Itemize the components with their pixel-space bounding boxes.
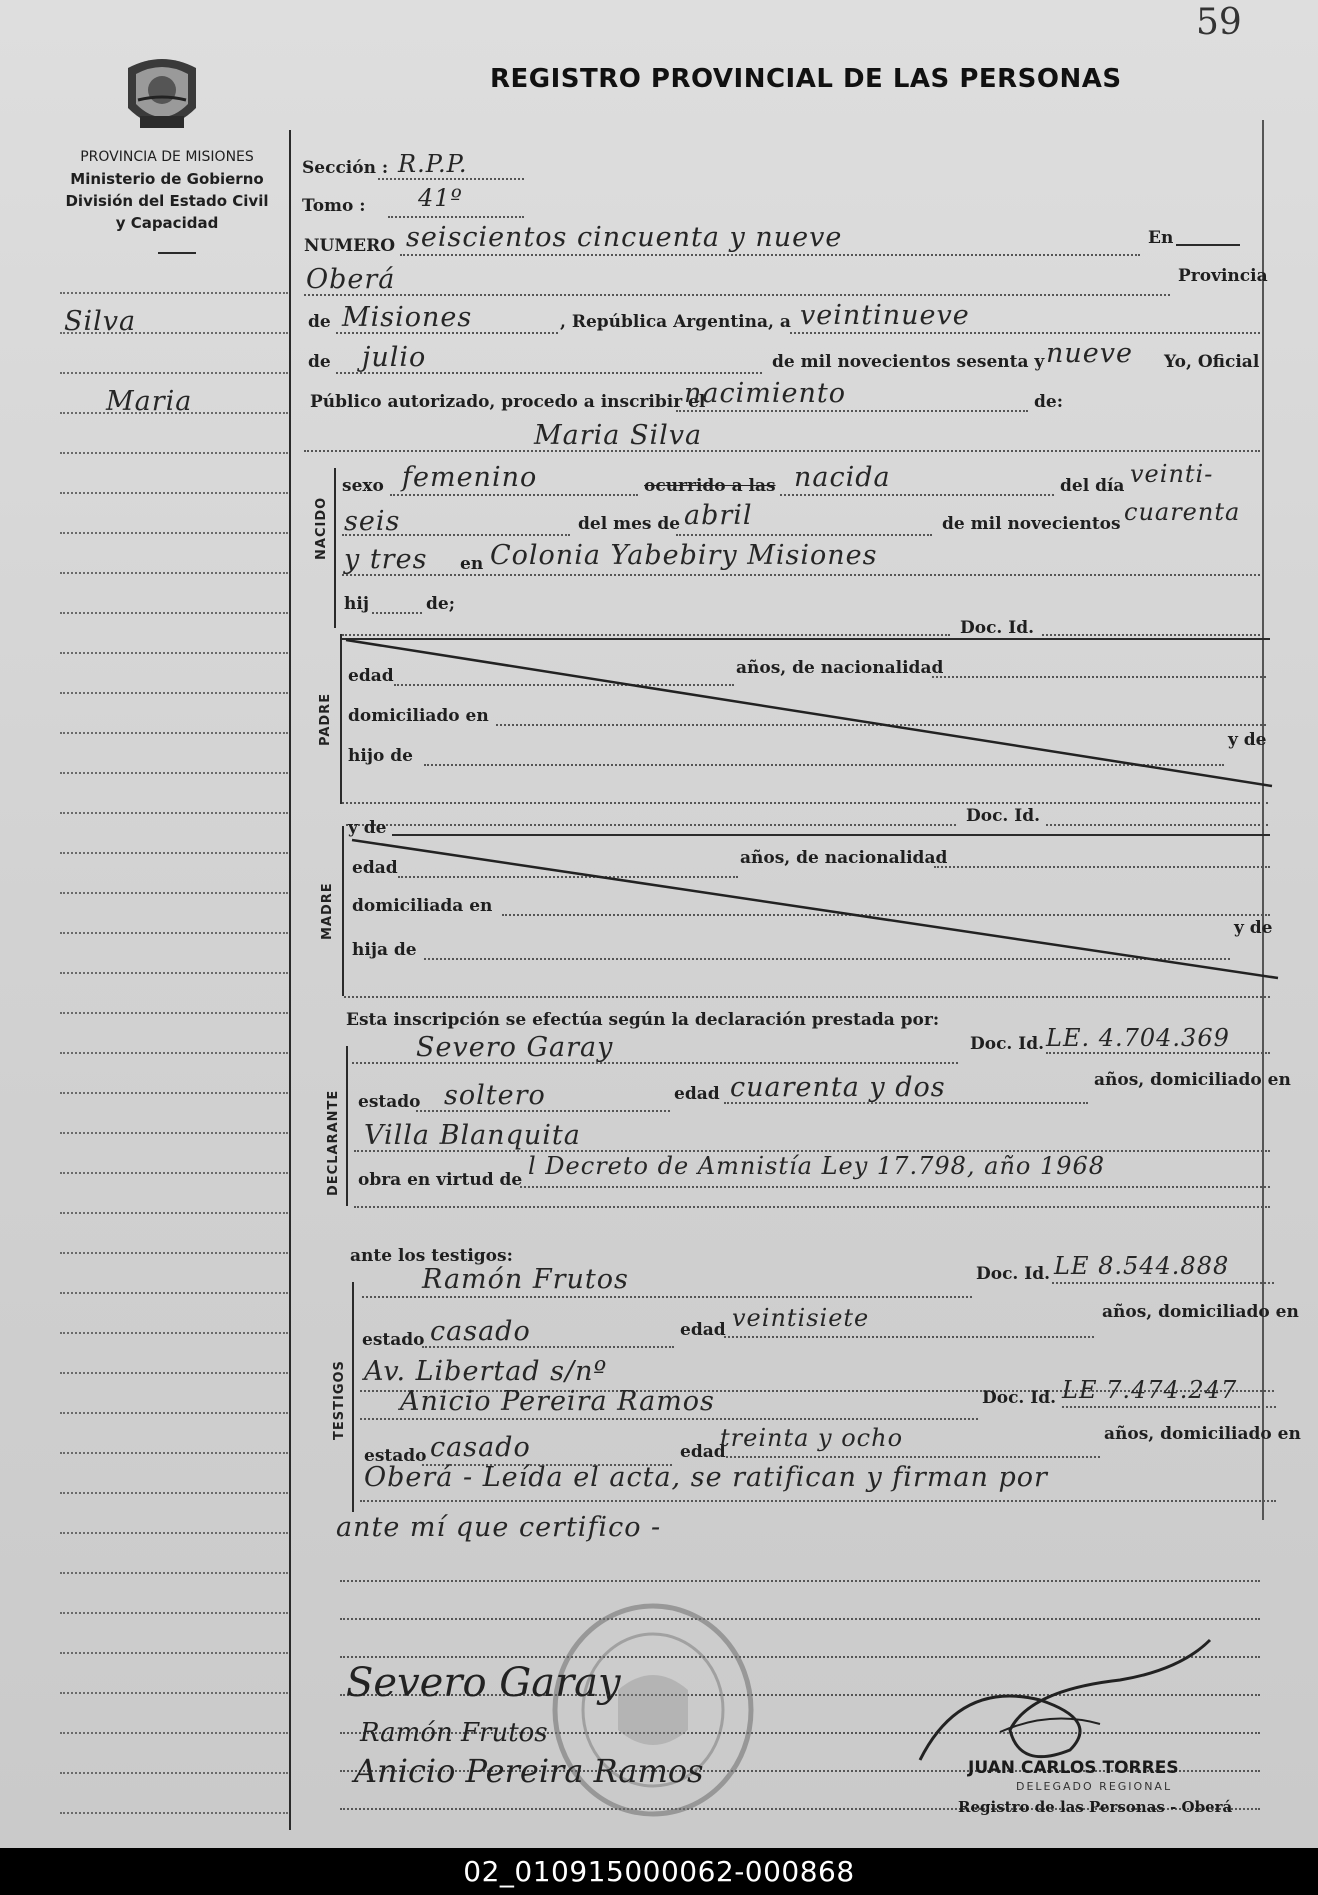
padre-doc-label: Doc. Id.	[966, 806, 1041, 826]
del-mes-label: del mes de	[578, 514, 681, 534]
en-label: En	[1148, 228, 1174, 248]
signature-witness-2: Anicio Pereira Ramos	[354, 1752, 704, 1790]
official-signature-scribble	[900, 1620, 1230, 1780]
declarante-edad-line	[724, 1102, 1088, 1104]
testigo1-name-line	[362, 1296, 972, 1298]
madre-section-label: MADRE	[320, 882, 335, 940]
official-role: DELEGADO REGIONAL	[1016, 1780, 1173, 1793]
declarante-obra-label: obra en virtud de	[358, 1170, 523, 1190]
madre-yde-label: y de	[1234, 918, 1273, 938]
signature-witness-1: Ramón Frutos	[360, 1718, 548, 1748]
declarante-estado-line	[416, 1110, 670, 1112]
page-number: 59	[1196, 2, 1242, 43]
declarante-doc-label: Doc. Id.	[970, 1034, 1045, 1054]
numero-label: NUMERO	[304, 236, 396, 256]
numero-value: seiscientos cincuenta y nueve	[406, 222, 843, 253]
nacido-en-label: en	[460, 554, 484, 574]
testigo1-edad-label: edad	[680, 1320, 726, 1340]
padre-hijo-label: hijo de	[348, 746, 413, 766]
document-title: REGISTRO PROVINCIAL DE LAS PERSONAS	[490, 64, 1122, 94]
official-name: JUAN CARLOS TORRES	[968, 1758, 1179, 1778]
margin-surname: Silva	[64, 306, 137, 337]
line3-value: y tres	[344, 544, 428, 575]
testigo2-name: Anicio Pereira Ramos	[400, 1386, 715, 1417]
declarante-domicilio-value: Villa Blanquita	[364, 1120, 581, 1151]
ocurrido-value: nacida	[794, 462, 891, 493]
seccion-value: R.P.P.	[398, 150, 468, 178]
madre-hija-label: hija de	[352, 940, 417, 960]
testigo1-edad-line	[724, 1336, 1094, 1338]
madre-yde-top-label: y de	[348, 818, 387, 838]
province-value: Misiones	[342, 302, 473, 333]
tomo-label: Tomo :	[302, 196, 366, 216]
provincia-label: Provincia	[1178, 266, 1268, 286]
sexo-label: sexo	[342, 476, 384, 496]
lower-rule	[340, 1580, 1260, 1582]
testigos-label: ante los testigos:	[350, 1246, 513, 1266]
declarante-edad-label: edad	[674, 1084, 720, 1104]
testigo1-doc-label: Doc. Id.	[976, 1264, 1051, 1284]
year-value: nueve	[1046, 338, 1133, 369]
capacity-line: y Capacidad	[115, 214, 219, 232]
madre-nacionalidad-label: años, de nacionalidad	[740, 848, 948, 868]
declarante-estado-label: estado	[358, 1092, 421, 1112]
mil-value: cuarenta	[1124, 498, 1241, 526]
day-value: veintinueve	[800, 300, 970, 331]
testigo2-doc-label: Doc. Id.	[982, 1388, 1057, 1408]
testigo2-domicilio-value: Oberá - Leída el acta, se ratifican y firman por	[364, 1462, 1048, 1493]
de2-label: de	[308, 352, 331, 372]
division-line: División del Estado Civil	[65, 192, 269, 210]
testigo1-estado-value: casado	[430, 1316, 531, 1347]
sexo-value: femenino	[402, 462, 538, 493]
testigo2-dom-line	[360, 1500, 1276, 1502]
testigo2-estado-label: estado	[364, 1446, 427, 1466]
mes-value: abril	[684, 500, 753, 531]
signature-declarante: Severo Garay	[346, 1660, 621, 1706]
testigos-section-label: TESTIGOS	[332, 1360, 347, 1440]
declarante-doc-line	[1046, 1052, 1270, 1054]
declarante-section-label: DECLARANTE	[326, 1089, 341, 1196]
testigo2-estado-value: casado	[430, 1432, 531, 1463]
file-id: 02_010915000062-000868	[463, 1855, 855, 1888]
ocurrido-label: ocurrido a las	[644, 476, 776, 496]
testigo2-doc-value: LE 7.474.247	[1062, 1376, 1238, 1404]
declarante-domicilio-label: años, domiciliado en	[1094, 1070, 1291, 1090]
month-value: julio	[362, 342, 427, 373]
republica-label: , República Argentina, a	[560, 312, 791, 332]
testigo1-edad-value: veintisiete	[732, 1304, 870, 1332]
testigo2-domicilio-label: años, domiciliado en	[1104, 1424, 1301, 1444]
del-dia-value: veinti-	[1130, 460, 1214, 488]
testigo1-domicilio-label: años, domiciliado en	[1102, 1302, 1299, 1322]
madre-edad-label: edad	[352, 858, 398, 878]
mil-label: de mil novecientos	[942, 514, 1121, 534]
province-line: PROVINCIA DE MISIONES	[80, 149, 254, 165]
year-label: de mil novecientos sesenta y	[772, 352, 1045, 372]
testigo1-estado-line	[422, 1346, 674, 1348]
file-id-bar	[0, 1848, 1318, 1895]
nacido-section-label: NACIDO	[314, 496, 329, 560]
testigo2-edad-value: treinta y ocho	[720, 1424, 904, 1452]
closing-statement: ante mí que certifico -	[336, 1512, 662, 1543]
declarante-bracket	[346, 1046, 348, 1206]
testigo1-estado-label: estado	[362, 1330, 425, 1350]
margin-given-name: Maria	[106, 386, 193, 417]
place-value: Oberá	[306, 264, 396, 295]
seccion-label: Sección :	[302, 158, 389, 178]
testigo2-doc-line	[1062, 1406, 1276, 1408]
nacido-doc-label: Doc. Id.	[960, 618, 1035, 638]
ministry-line: Ministerio de Gobierno	[70, 170, 264, 188]
declarante-doc-value: LE. 4.704.369	[1046, 1024, 1230, 1052]
testigo1-name: Ramón Frutos	[422, 1264, 629, 1295]
madre-domicilio-label: domiciliada en	[352, 896, 493, 916]
oficial-label: Yo, Oficial	[1164, 352, 1260, 372]
declarante-estado-value: soltero	[444, 1080, 546, 1111]
testigo1-doc-value: LE 8.544.888	[1054, 1252, 1230, 1280]
testigo2-name-line	[360, 1418, 978, 1420]
act-value: nacimiento	[684, 378, 846, 409]
declarante-name-line	[352, 1062, 958, 1064]
padre-yde-label: y de	[1228, 730, 1267, 750]
padre-section-label: PADRE	[318, 692, 333, 746]
testigos-bracket	[352, 1282, 354, 1512]
testigo1-domicilio-value: Av. Libertad s/nº	[364, 1356, 608, 1387]
declarante-obra-line	[520, 1186, 1270, 1188]
testigo1-doc-line	[1052, 1282, 1274, 1284]
del-dia-label: del día	[1060, 476, 1125, 496]
tomo-value: 41º	[418, 184, 463, 212]
de3-label: de:	[1034, 392, 1063, 412]
declarante-bottom-line	[354, 1206, 1270, 1208]
hij-label: hij	[344, 594, 369, 614]
line2-value: seis	[344, 506, 401, 537]
testigo2-edad-label: edad	[680, 1442, 726, 1462]
testigo2-edad-line	[726, 1456, 1100, 1458]
de-label: de	[308, 312, 331, 332]
person-name: Maria Silva	[534, 420, 703, 451]
declarante-edad-value: cuarenta y dos	[730, 1072, 946, 1103]
padre-edad-label: edad	[348, 666, 394, 686]
declaracion-label: Esta inscripción se efectúa según la declaración prestada por:	[346, 1010, 940, 1030]
declarante-name: Severo Garay	[416, 1032, 614, 1063]
padre-domicilio-label: domiciliado en	[348, 706, 489, 726]
publico-label: Público autorizado, procedo a inscribir el	[310, 392, 706, 412]
hij-de-label: de;	[426, 594, 455, 614]
padre-nacionalidad-label: años, de nacionalidad	[736, 658, 944, 678]
declarante-obra-value: l Decreto de Amnistía Ley 17.798, año 1968	[528, 1152, 1106, 1180]
official-office: Registro de las Personas - Oberá	[958, 1798, 1233, 1816]
lugar-value: Colonia Yabebiry Misiones	[490, 540, 878, 571]
